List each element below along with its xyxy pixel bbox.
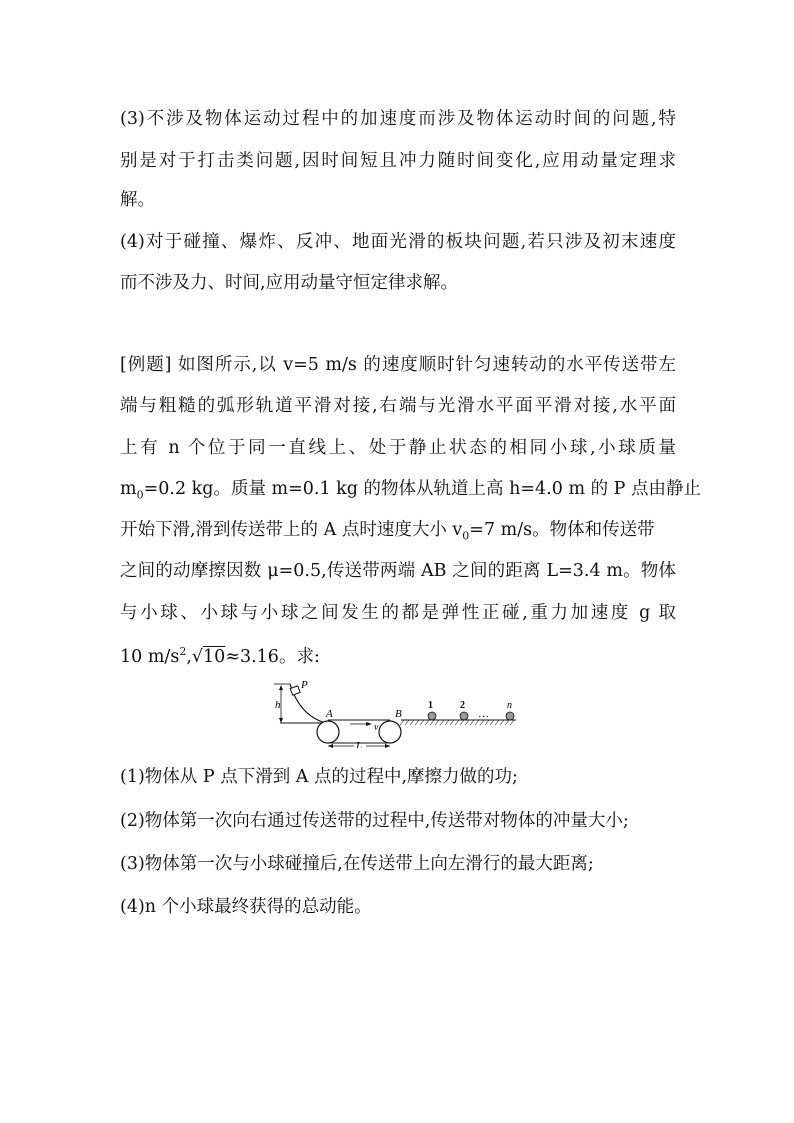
surface-hatching	[400, 720, 514, 725]
paragraph-3-line-2: 别是对于打击类问题,因时间短且冲力随时间变化,应用动量定理求	[120, 151, 676, 171]
example-line-5	[120, 522, 655, 542]
label-ball-1: 1	[428, 700, 433, 711]
right-pulley	[379, 721, 401, 743]
example-line-4-sub: 0	[136, 488, 144, 502]
example-line-7: 与小球、小球与小球之间发生的都是弹性正碰,重力加速度 g 取	[120, 603, 676, 623]
example-line-8-mid: ,√	[186, 646, 204, 667]
ball-1	[428, 712, 436, 720]
example-line-4	[120, 481, 701, 501]
left-pulley	[317, 721, 339, 743]
question-1: (1)物体从 P 点下滑到 A 点的过程中,摩擦力做的功;	[120, 767, 518, 787]
conveyor-figure	[266, 676, 530, 748]
l-arrow-left	[328, 744, 333, 748]
ball-n	[506, 712, 514, 720]
h-arrow-down	[279, 718, 283, 723]
l-arrow-right	[385, 744, 390, 748]
example-line-3: 上有 n 个位于同一直线上、处于静止状态的相同小球,小球质量	[120, 438, 676, 458]
example-line-1: [例题] 如图所示,以 v=5 m/s 的速度顺时针匀速转动的水平传送带左	[120, 355, 676, 375]
example-line-5-sub: 0	[462, 529, 470, 543]
question-2: (2)物体第一次向右通过传送带的过程中,传送带对物体的冲量大小;	[120, 811, 629, 831]
label-dots: …	[478, 708, 489, 720]
example-line-8-post: ≈3.16。求:	[225, 646, 320, 667]
label-l: L	[356, 740, 363, 748]
question-4: (4)n 个小球最终获得的总动能。	[120, 897, 372, 917]
example-line-8-pre: 10 m/s	[120, 646, 180, 667]
paragraph-4-line-2: 而不涉及力、时间,应用动量守恒定律求解。	[120, 273, 459, 293]
label-h: h	[275, 699, 281, 711]
example-line-8-sup: 2	[179, 645, 187, 658]
example-line-4-post: =0.2 kg。质量 m=0.1 kg 的物体从轨道上高 h=4.0 m 的 P 点由静止	[143, 479, 702, 499]
label-b: B	[395, 708, 402, 720]
example-line-8	[120, 646, 320, 666]
paragraph-4-line-1: (4)对于碰撞、爆炸、反冲、地面光滑的板块问题,若只涉及初末速度	[120, 232, 676, 252]
label-ball-n: n	[507, 700, 512, 711]
example-line-2: 端与粗糙的弧形轨道平滑对接,右端与光滑水平面平滑对接,水平面	[120, 396, 676, 416]
label-a: A	[326, 708, 333, 720]
velocity-arrowhead	[366, 722, 372, 726]
label-v: v	[374, 722, 379, 733]
example-line-6: 之间的动摩擦因数 μ=0.5,传送带两端 AB 之间的距离 L=3.4 m。物体	[120, 561, 676, 581]
example-line-4-pre: m	[120, 479, 137, 499]
paragraph-3-line-3: 解。	[120, 190, 155, 210]
label-ball-2: 2	[460, 700, 465, 711]
ball-2	[460, 712, 468, 720]
question-3: (3)物体第一次与小球碰撞后,在传送带上向左滑行的最大距离;	[120, 854, 594, 874]
example-line-5-post: =7 m/s。物体和传送带	[469, 520, 655, 540]
example-line-5-pre: 开始下滑,滑到传送带上的 A 点时速度大小 v	[120, 520, 463, 540]
paragraph-3-line-1: (3)不涉及物体运动过程中的加速度而涉及物体运动时间的问题,特	[120, 109, 676, 129]
label-p: P	[301, 679, 308, 691]
h-arrow-up	[279, 685, 283, 690]
example-line-8-radicand: 10	[203, 646, 226, 667]
